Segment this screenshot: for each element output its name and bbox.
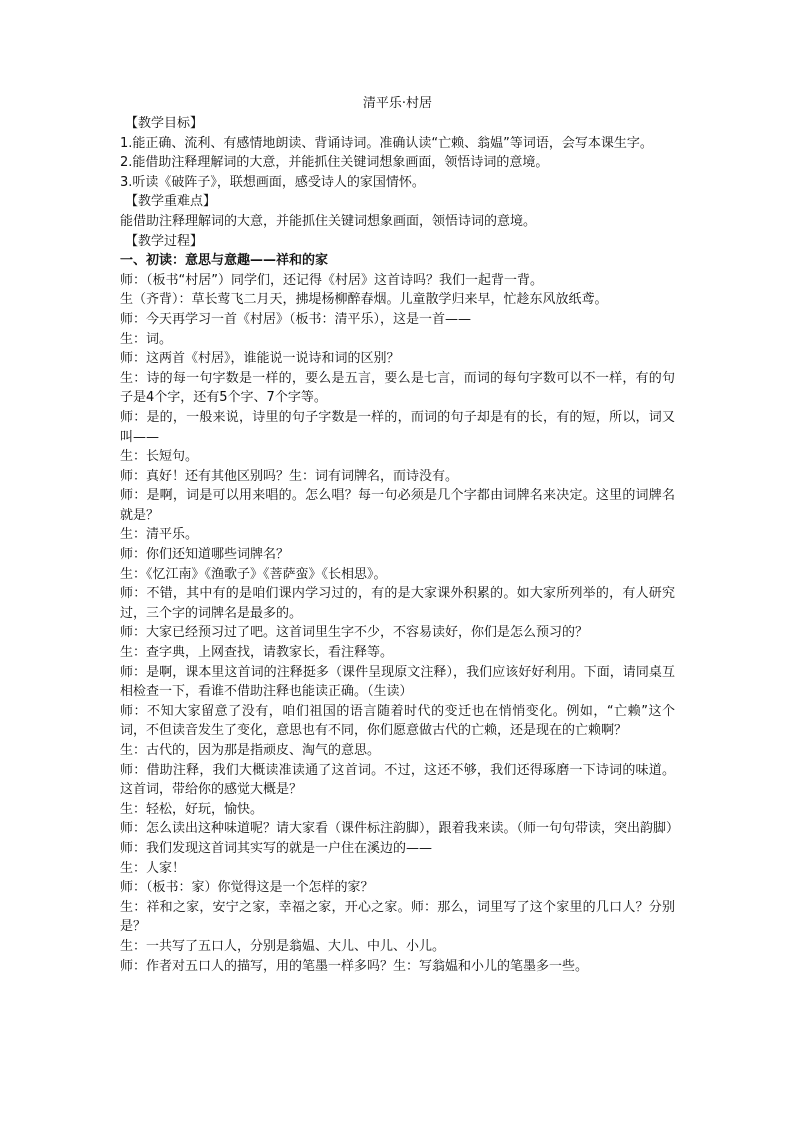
dialogue-line: 师：作者对五口人的描写，用的笔墨一样多吗？生：写翁媪和小儿的笔墨多一些。 [120, 958, 589, 974]
dialogue-line: 师：怎么读出这种味道呢？请大家看（课件标注韵脚），跟着我来读。（师一句句带读，突出韵脚） [120, 821, 680, 837]
section-heading-key-points: 【教学重难点】 [125, 194, 217, 210]
dialogue-line: 师：大家已经预习过了吧。这首词里生字不少，不容易读好，你们是怎么预习的？ [120, 625, 589, 641]
dialogue-line: 生：人家！ [120, 860, 186, 876]
dialogue-line: 师：是啊，词是可以用来唱的。怎么唱？每一句必须是几个字都由词牌名来决定。这里的词牌名就是？ [120, 488, 675, 523]
dialogue-line: 师：我们发现这首词其实写的就是一户住在溪边的—— [120, 840, 433, 856]
dialogue-line: 生：诗的每一句字数是一样的，要么是五言，要么是七言，而词的每句字数可以不一样，有的句子是4个字，还有5个字、7个字等。 [120, 370, 675, 406]
section-heading-process: 【教学过程】 [125, 233, 204, 249]
dialogue-line: 师：是的，一般来说，诗里的句子字数是一样的，而词的句子却是有的长，有的短，所以，词又叫—— [120, 409, 675, 445]
dialogue-line: 生：长短句。 [120, 449, 199, 465]
dialogue-line: 师：是啊，课本里这首词的注释挺多（课件呈现原文注释），我们应该好好利用。下面，请同桌互相检查一下，看谁不借助注释也能读正确。（生读） [120, 664, 675, 700]
dialogue-line: 生：查字典，上网查找，请教家长，看注释等。 [120, 645, 394, 661]
dialogue-line: 师：（板书：家）你觉得这是一个怎样的家？ [120, 880, 374, 896]
objective-3: 3.听读《破阵子》，联想画面，感受诗人的家国情怀。 [120, 174, 425, 190]
dialogue-line: 生：清平乐。 [120, 527, 199, 543]
key-points-text: 能借助注释理解词的大意，并能抓住关键词想象画面，领悟诗词的意境。 [120, 213, 537, 229]
dialogue-line: 师：（板书“村居”）同学们，还记得《村居》这首诗吗？我们一起背一背。 [120, 272, 543, 288]
dialogue-line: 生：一共写了五口人，分别是翁媪、大儿、中儿、小儿。 [120, 938, 446, 954]
objective-2: 2.能借助注释理解词的大意，并能抓住关键词想象画面，领悟诗词的意境。 [120, 155, 549, 171]
dialogue-line: 师：借助注释，我们大概读准读通了这首词。不过，这还不够，我们还得琢磨一下诗词的味道。这首词，带给你的感觉大概是？ [120, 762, 675, 798]
dialogue-line: 师：不错，其中有的是咱们课内学习过的，有的是大家课外积累的。如大家所列举的，有人研究过，三个字的词牌名是最多的。 [120, 586, 675, 621]
dialogue-line: 师：真好！还有其他区别吗？生：词有词牌名，而诗没有。 [120, 468, 459, 484]
dialogue-line: 生：《忆江南》《渔歌子》《菩萨蛮》《长相思》。 [120, 566, 387, 582]
dialogue-line: 师：这两首《村居》，谁能说一说诗和词的区别？ [120, 351, 400, 367]
section-heading-objectives: 【教学目标】 [125, 116, 204, 131]
dialogue-line: 生：词。 [120, 331, 173, 347]
subsection-heading-first-reading: 一、初读：意思与意趣——祥和的家 [120, 253, 329, 269]
dialogue-line: 生：祥和之家，安宁之家，幸福之家，开心之家。师：那么，词里写了这个家里的几口人？分别是？ [120, 899, 675, 935]
document-page [120, 94, 680, 976]
dialogue-line: 生（齐背）：草长莺飞二月天，拂堤杨柳醉春烟。儿童散学归来早，忙趁东风放纸鸢。 [120, 292, 608, 308]
document-title: 清平乐·村居 [362, 96, 433, 111]
dialogue-line: 师：不知大家留意了没有，咱们祖国的语言随着时代的变迁也在悄悄变化。例如，“亡赖”这个词，不但读音发生了变化，意思也有不同，你们愿意做古代的亡赖，还是现在的亡赖啊？ [120, 703, 675, 739]
dialogue-line: 生：轻松，好玩，愉快。 [120, 801, 264, 817]
dialogue-line: 师：今天再学习一首《村居》（板书：清平乐），这是一首—— [120, 311, 472, 327]
dialogue-line: 生：古代的，因为那是指顽皮、淘气的意思。 [120, 743, 381, 758]
dialogue-line: 师：你们还知道哪些词牌名？ [120, 547, 290, 563]
objective-1: 1.能正确、流利、有感情地朗读、背诵诗词。准确认读“亡赖、翁媪”等词语，会写本课生字。 [120, 135, 653, 151]
